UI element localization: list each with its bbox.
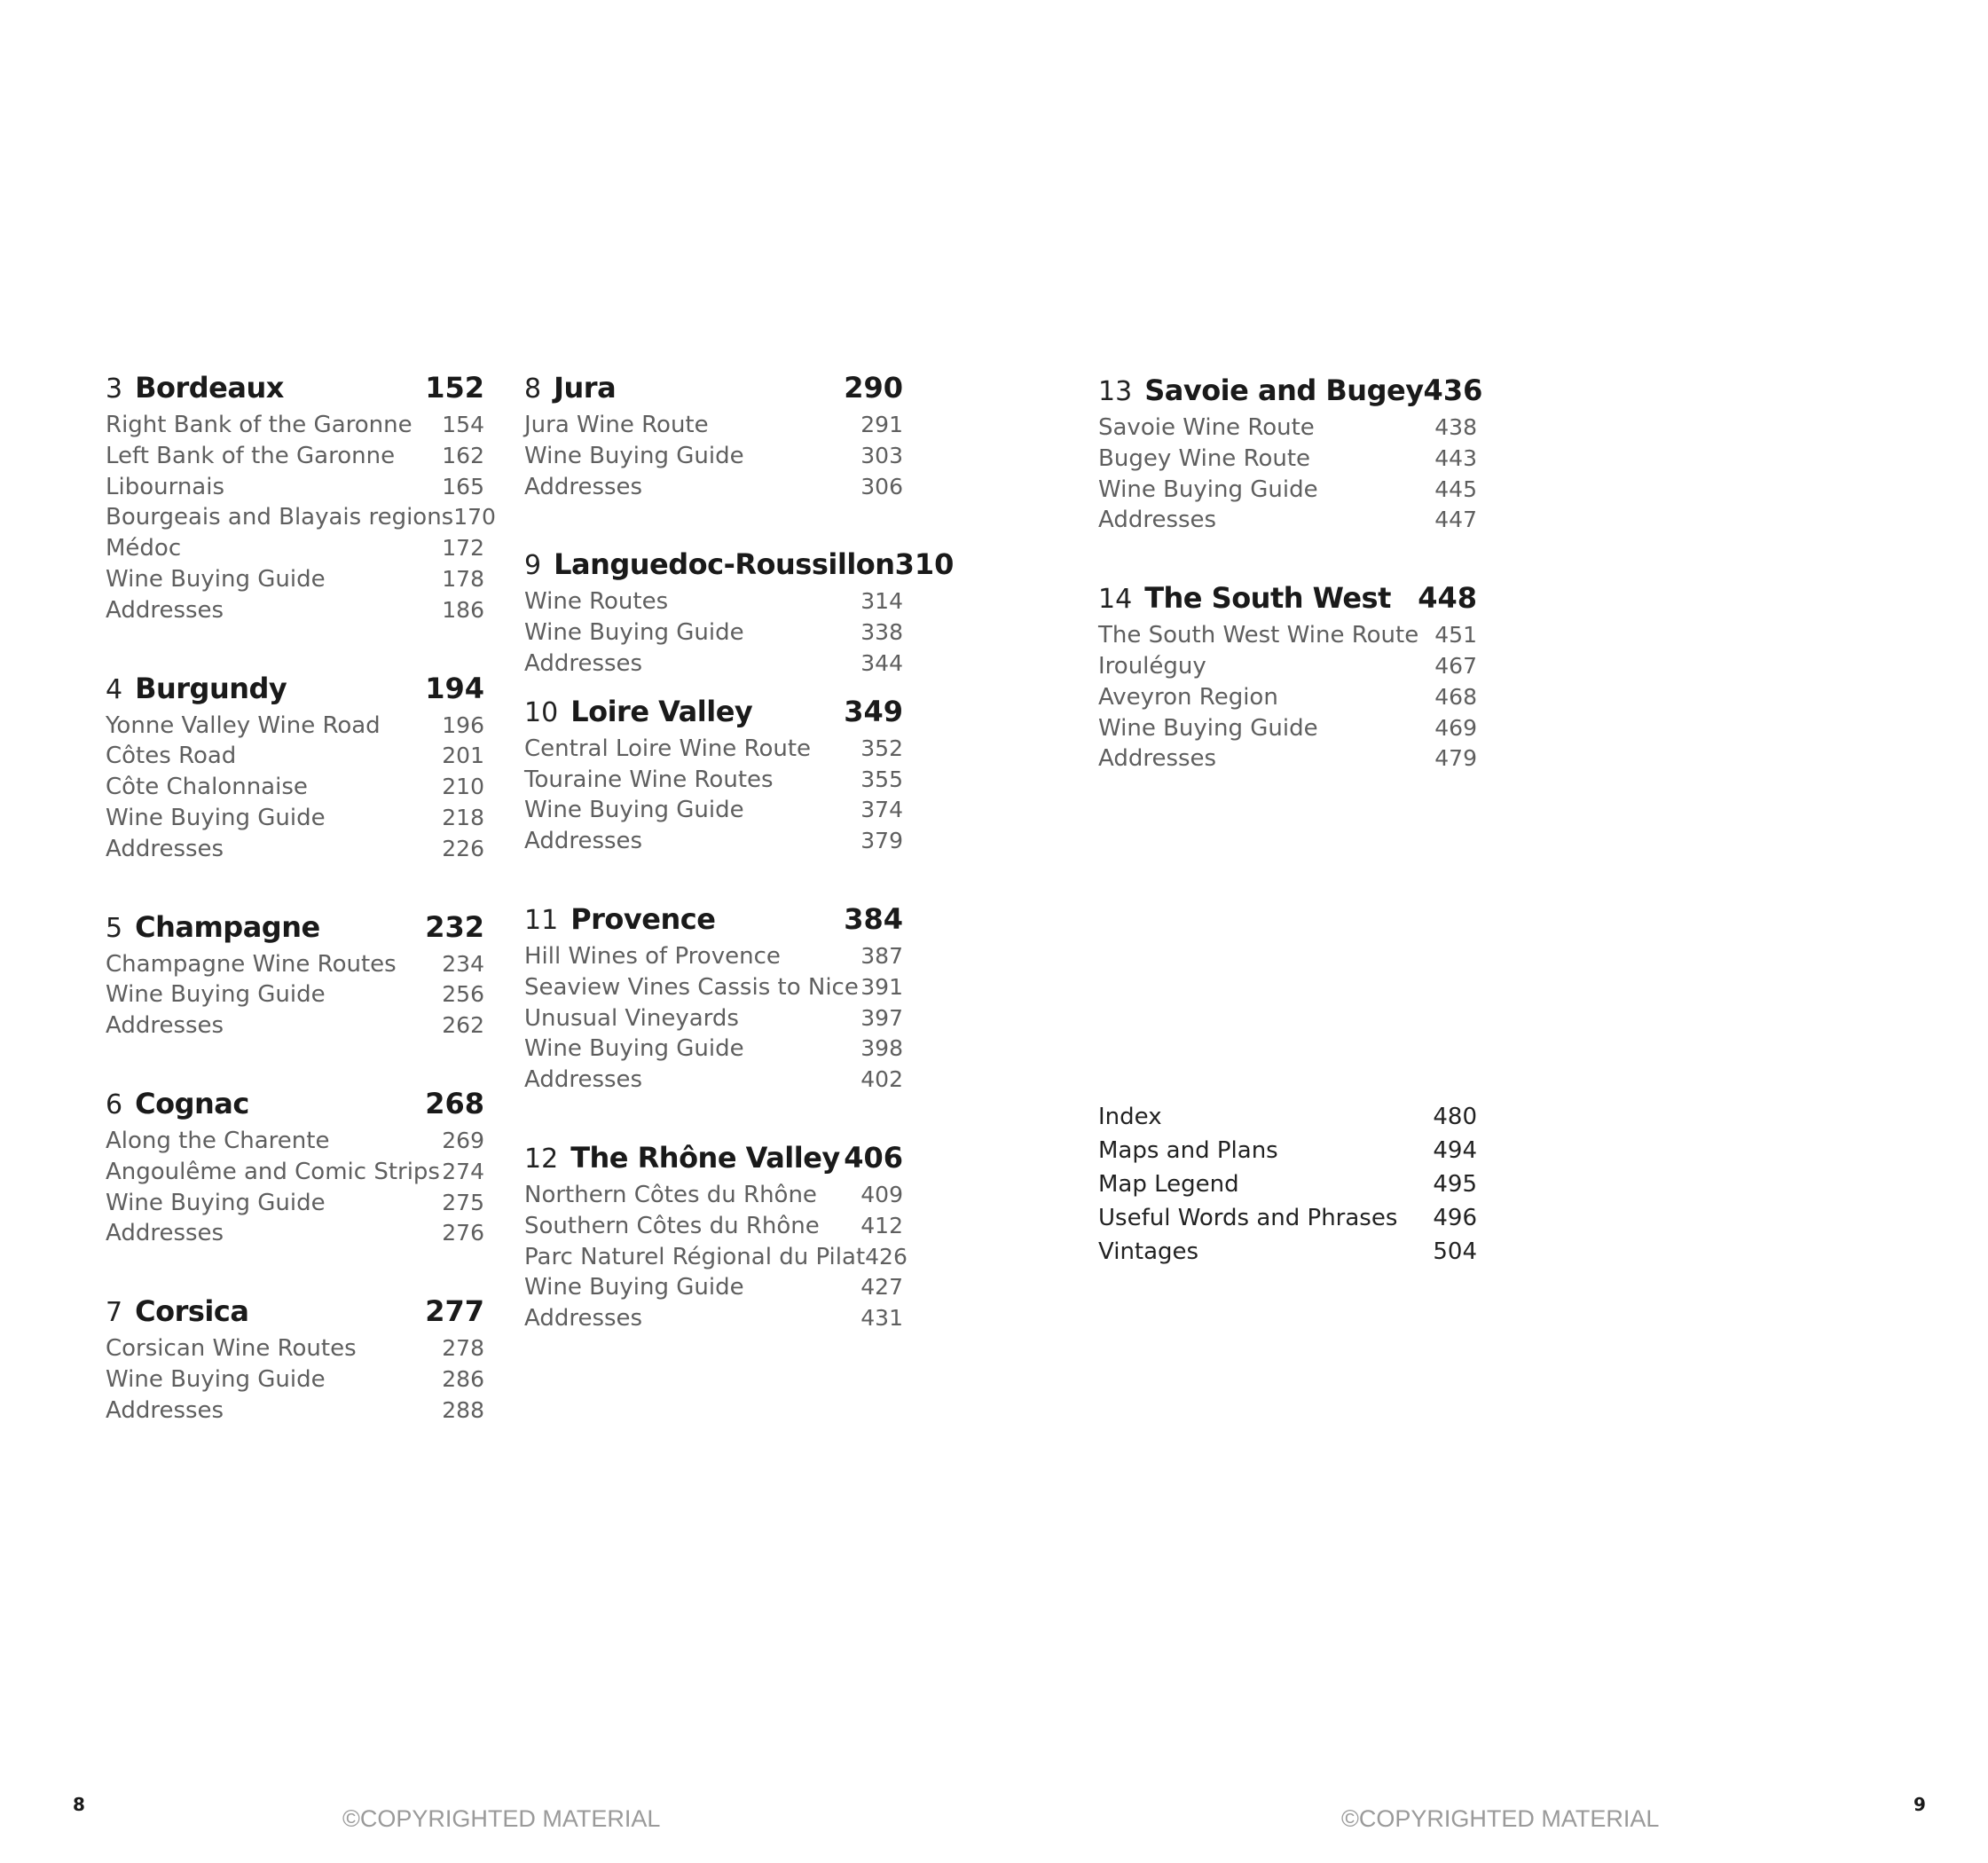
- toc-entry[interactable]: [106, 472, 484, 503]
- entry-page: 234: [442, 950, 484, 977]
- entry-label: Addresses: [106, 1220, 224, 1247]
- entry-page: 186: [442, 596, 484, 623]
- toc-entry[interactable]: [1098, 444, 1477, 475]
- entry-label: Maps and Plans: [1098, 1137, 1278, 1164]
- entry-label: Wine Buying Guide: [524, 1035, 744, 1063]
- toc-entry[interactable]: [106, 1333, 484, 1364]
- chapter-block: [524, 1136, 908, 1334]
- entry-page: 170: [453, 504, 496, 531]
- chapter-spacer: [524, 680, 903, 689]
- chapter-title: Cognac: [135, 1086, 249, 1120]
- entry-page: 226: [442, 835, 484, 861]
- chapter-number: 11: [524, 904, 559, 936]
- chapter-block: [524, 366, 903, 502]
- chapter-heading[interactable]: [524, 366, 903, 410]
- entry-page: 314: [860, 588, 903, 615]
- entry-page: 495: [1433, 1171, 1477, 1198]
- chapter-number: 5: [106, 912, 123, 944]
- entry-label: Aveyron Region: [1098, 683, 1278, 711]
- entry-page: 288: [442, 1396, 484, 1423]
- entry-label: Vintages: [1098, 1238, 1199, 1265]
- chapter-spacer: [1098, 536, 1477, 576]
- entry-label: Left Bank of the Garonne: [106, 442, 396, 469]
- chapter-heading[interactable]: [106, 1289, 484, 1333]
- toc-column-3: [1098, 368, 1483, 774]
- chapter-spacer: [524, 857, 903, 897]
- entry-page: 426: [865, 1243, 908, 1270]
- back-matter-item[interactable]: [1098, 1100, 1477, 1134]
- chapter-block: [524, 542, 955, 679]
- chapter-heading[interactable]: [106, 666, 484, 711]
- entry-page: 496: [1433, 1205, 1477, 1231]
- entry-label: Useful Words and Phrases: [1098, 1205, 1398, 1231]
- page-number-left: 8: [73, 1794, 85, 1815]
- entry-page: 494: [1433, 1137, 1477, 1164]
- entry-label: Savoie Wine Route: [1098, 414, 1315, 441]
- toc-entry[interactable]: [1098, 475, 1477, 506]
- entry-page: 278: [442, 1335, 484, 1362]
- entry-label: Côtes Road: [106, 743, 237, 770]
- entry-label: Addresses: [524, 473, 643, 500]
- entry-page: 427: [860, 1274, 903, 1301]
- entry-page: 374: [860, 797, 903, 823]
- entry-label: Addresses: [106, 1012, 224, 1040]
- entry-label: Addresses: [1098, 507, 1217, 534]
- chapter-block: [106, 905, 484, 1042]
- entry-page: 469: [1434, 714, 1477, 741]
- entry-label: The South West Wine Route: [1098, 622, 1419, 649]
- entry-label: Jura Wine Route: [524, 412, 709, 438]
- entry-page: 467: [1434, 652, 1477, 679]
- back-matter-item[interactable]: [1098, 1235, 1477, 1269]
- entry-page: 303: [860, 442, 903, 468]
- entry-page: 438: [1434, 414, 1477, 440]
- entry-page: 480: [1433, 1104, 1477, 1130]
- toc-entry[interactable]: [106, 949, 484, 980]
- chapter-page: 310: [894, 547, 955, 582]
- entry-page: 274: [442, 1158, 484, 1184]
- entry-page: 338: [860, 619, 903, 646]
- entry-page: 468: [1434, 683, 1477, 710]
- entry-label: Wine Buying Guide: [1098, 714, 1318, 742]
- chapter-spacer: [106, 626, 484, 666]
- toc-entry[interactable]: [1098, 651, 1477, 682]
- entry-page: 165: [442, 473, 484, 499]
- toc-entry[interactable]: [106, 834, 484, 865]
- chapter-page: 406: [844, 1140, 903, 1175]
- chapter-number: 9: [524, 550, 542, 582]
- entry-label: Angoulême and Comic Strips: [106, 1158, 440, 1185]
- chapter-title: Jura: [554, 371, 617, 405]
- entry-label: Addresses: [106, 1396, 224, 1424]
- toc-entry[interactable]: [106, 441, 484, 472]
- chapter-heading[interactable]: [524, 1136, 903, 1180]
- chapter-title: Savoie and Bugey: [1144, 373, 1424, 407]
- chapter-heading[interactable]: [106, 366, 484, 410]
- entry-label: Wine Buying Guide: [106, 1365, 326, 1393]
- entry-label: Parc Naturel Régional du Pilat: [524, 1243, 866, 1270]
- entry-label: Northern Côtes du Rhône: [524, 1181, 817, 1208]
- toc-entry[interactable]: [106, 564, 484, 595]
- entry-label: Along the Charente: [106, 1127, 330, 1154]
- chapter-page: 232: [425, 909, 484, 944]
- toc-entry[interactable]: [106, 741, 484, 772]
- chapter-block: [106, 1081, 484, 1249]
- chapter-page: 152: [425, 371, 484, 405]
- copyright-notice-left: ©COPYRIGHTED MATERIAL: [342, 1805, 661, 1832]
- entry-label: Index: [1098, 1104, 1162, 1130]
- entry-page: 256: [442, 981, 484, 1008]
- entry-page: 269: [442, 1127, 484, 1153]
- entry-page: 201: [442, 743, 484, 769]
- chapter-title: Corsica: [135, 1294, 249, 1329]
- toc-entry[interactable]: [1098, 743, 1477, 774]
- chapter-title: Provence: [570, 901, 716, 936]
- entry-page: 397: [860, 1004, 903, 1031]
- entry-page: 445: [1434, 476, 1477, 502]
- chapter-number: 4: [106, 673, 123, 705]
- toc-entry[interactable]: [524, 617, 903, 649]
- chapter-heading[interactable]: [1098, 576, 1477, 620]
- entry-label: Champagne Wine Routes: [106, 950, 397, 978]
- chapter-number: 8: [524, 373, 542, 405]
- entry-label: Médoc: [106, 535, 182, 562]
- chapter-spacer: [106, 1042, 484, 1081]
- entry-page: 262: [442, 1012, 484, 1039]
- chapter-title: Burgundy: [135, 671, 287, 705]
- chapter-block: [106, 366, 496, 626]
- toc-entry[interactable]: [106, 1126, 484, 1157]
- entry-label: Wine Buying Guide: [524, 797, 744, 824]
- back-matter-item[interactable]: [1098, 1167, 1477, 1201]
- chapter-page: 349: [844, 694, 903, 728]
- entry-page: 431: [860, 1305, 903, 1332]
- entry-label: Wine Buying Guide: [524, 1274, 744, 1301]
- entry-label: Southern Côtes du Rhône: [524, 1212, 820, 1239]
- toc-entry[interactable]: [106, 711, 484, 742]
- toc-entry[interactable]: [1098, 620, 1477, 651]
- toc-entry[interactable]: [524, 649, 903, 680]
- toc-entry[interactable]: [106, 1010, 484, 1042]
- entry-label: Addresses: [524, 649, 643, 677]
- chapter-number: 3: [106, 373, 123, 405]
- toc-entry[interactable]: [106, 410, 484, 441]
- toc-entry[interactable]: [106, 1157, 484, 1188]
- entry-label: Map Legend: [1098, 1171, 1239, 1198]
- entry-page: 196: [442, 711, 484, 738]
- toc-entry[interactable]: [524, 472, 903, 503]
- toc-entry[interactable]: [524, 941, 903, 972]
- back-matter-item[interactable]: [1098, 1134, 1477, 1167]
- toc-entry[interactable]: [524, 1242, 908, 1273]
- entry-label: Wine Buying Guide: [524, 619, 744, 647]
- chapter-page: 384: [844, 901, 903, 936]
- chapter-spacer: [106, 865, 484, 905]
- toc-entry[interactable]: [524, 734, 903, 765]
- chapter-title: Loire Valley: [570, 694, 753, 728]
- entry-page: 443: [1434, 444, 1477, 471]
- toc-entry[interactable]: [106, 1395, 484, 1427]
- entry-page: 172: [442, 535, 484, 562]
- entry-label: Addresses: [1098, 745, 1217, 773]
- entry-label: Addresses: [524, 1305, 643, 1332]
- toc-entry[interactable]: [106, 1188, 484, 1219]
- toc-entry[interactable]: [106, 1364, 484, 1395]
- chapter-heading[interactable]: [1098, 368, 1483, 413]
- toc-entry[interactable]: [524, 795, 903, 826]
- toc-entry[interactable]: [524, 1303, 903, 1334]
- toc-entry[interactable]: [106, 772, 484, 803]
- toc-entry[interactable]: [106, 502, 496, 533]
- entry-label: Wine Buying Guide: [106, 1189, 326, 1216]
- toc-entry[interactable]: [1098, 505, 1477, 536]
- entry-label: Touraine Wine Routes: [524, 766, 774, 793]
- chapter-page: 277: [425, 1294, 484, 1329]
- chapter-number: 13: [1098, 376, 1133, 407]
- entry-label: Addresses: [524, 1066, 643, 1094]
- entry-page: 344: [860, 649, 903, 676]
- entry-page: 398: [860, 1035, 903, 1062]
- entry-label: Yonne Valley Wine Road: [106, 711, 381, 739]
- entry-label: Bourgeais and Blayais regions: [106, 504, 454, 531]
- entry-page: 504: [1433, 1238, 1477, 1265]
- toc-column-2: [524, 366, 955, 1334]
- chapter-number: 7: [106, 1297, 123, 1329]
- chapter-title: The South West: [1144, 581, 1391, 616]
- entry-label: Wine Buying Guide: [106, 981, 326, 1009]
- chapter-heading[interactable]: [524, 542, 955, 586]
- page-number-right: 9: [1913, 1794, 1926, 1815]
- entry-label: Addresses: [106, 835, 224, 862]
- entry-label: Addresses: [524, 828, 643, 855]
- entry-label: Unusual Vineyards: [524, 1004, 739, 1032]
- entry-page: 479: [1434, 745, 1477, 772]
- chapter-heading[interactable]: [524, 689, 903, 734]
- toc-entry[interactable]: [524, 972, 903, 1003]
- entry-label: Right Bank of the Garonne: [106, 412, 413, 438]
- chapter-heading[interactable]: [106, 1081, 484, 1126]
- entry-label: Bugey Wine Route: [1098, 444, 1311, 472]
- chapter-number: 10: [524, 696, 559, 728]
- entry-page: 409: [860, 1181, 903, 1207]
- toc-entry[interactable]: [524, 410, 903, 441]
- toc-entry[interactable]: [106, 979, 484, 1010]
- entry-label: Libournais: [106, 473, 225, 500]
- chapter-title: Languedoc-Roussillon: [554, 547, 895, 582]
- entry-label: Seaview Vines Cassis to Nice: [524, 973, 859, 1001]
- entry-page: 447: [1434, 507, 1477, 533]
- entry-label: Addresses: [106, 596, 224, 624]
- entry-page: 162: [442, 442, 484, 468]
- entry-page: 412: [860, 1212, 903, 1238]
- toc-entry[interactable]: [524, 1034, 903, 1065]
- toc-entry[interactable]: [524, 1211, 903, 1242]
- chapter-page: 268: [425, 1086, 484, 1120]
- chapter-heading[interactable]: [524, 897, 903, 941]
- chapter-page: 436: [1423, 373, 1483, 407]
- toc-entry[interactable]: [524, 441, 903, 472]
- entry-page: 154: [442, 412, 484, 437]
- toc-entry[interactable]: [524, 826, 903, 857]
- chapter-number: 6: [106, 1089, 123, 1120]
- entry-page: 218: [442, 804, 484, 830]
- chapter-block: [106, 666, 484, 865]
- chapter-heading[interactable]: [106, 905, 484, 949]
- entry-page: 286: [442, 1365, 484, 1392]
- toc-entry[interactable]: [106, 595, 484, 626]
- chapter-block: [524, 897, 903, 1096]
- toc-entry[interactable]: [524, 1065, 903, 1096]
- chapter-title: The Rhône Valley: [570, 1140, 840, 1175]
- toc-entry[interactable]: [1098, 713, 1477, 744]
- chapter-spacer: [524, 502, 903, 542]
- entry-page: 451: [1434, 622, 1477, 649]
- entry-label: Central Loire Wine Route: [524, 735, 812, 762]
- back-matter-list: [1098, 1100, 1477, 1269]
- entry-label: Hill Wines of Provence: [524, 942, 781, 970]
- entry-page: 276: [442, 1220, 484, 1246]
- toc-entry[interactable]: [524, 1272, 903, 1303]
- chapter-number: 14: [1098, 584, 1133, 616]
- back-matter-item[interactable]: [1098, 1201, 1477, 1235]
- toc-entry[interactable]: [524, 765, 903, 796]
- entry-label: Corsican Wine Routes: [106, 1335, 357, 1363]
- chapter-page: 194: [425, 671, 484, 705]
- toc-entry[interactable]: [524, 1003, 903, 1034]
- entry-page: 210: [442, 774, 484, 800]
- entry-label: Wine Buying Guide: [106, 804, 326, 831]
- chapter-page: 290: [844, 371, 903, 405]
- chapter-block: [106, 1289, 484, 1426]
- entry-page: 306: [860, 473, 903, 499]
- entry-page: 402: [860, 1066, 903, 1093]
- chapter-block: [1098, 368, 1483, 536]
- chapter-title: Champagne: [135, 909, 320, 944]
- entry-label: Wine Buying Guide: [106, 565, 326, 593]
- entry-label: Wine Buying Guide: [524, 442, 744, 469]
- toc-column-1: [106, 366, 496, 1427]
- chapter-title: Bordeaux: [135, 371, 284, 405]
- chapter-block: [524, 689, 903, 857]
- toc-entry[interactable]: [524, 1180, 903, 1211]
- entry-label: Wine Routes: [524, 588, 669, 616]
- toc-entry[interactable]: [106, 533, 484, 564]
- toc-entry[interactable]: [106, 803, 484, 834]
- entry-label: Irouléguy: [1098, 652, 1206, 680]
- entry-page: 178: [442, 565, 484, 592]
- entry-page: 391: [860, 973, 903, 1000]
- copyright-notice-right: ©COPYRIGHTED MATERIAL: [1341, 1805, 1660, 1832]
- chapter-page: 448: [1418, 581, 1477, 616]
- entry-page: 387: [860, 942, 903, 969]
- chapter-block: [1098, 576, 1477, 774]
- entry-page: 352: [860, 735, 903, 761]
- chapter-number: 12: [524, 1143, 559, 1175]
- entry-page: 291: [860, 412, 903, 437]
- chapter-spacer: [524, 1096, 903, 1136]
- entry-page: 275: [442, 1189, 484, 1215]
- entry-page: 379: [860, 828, 903, 854]
- entry-label: Wine Buying Guide: [1098, 476, 1318, 503]
- chapter-spacer: [106, 1249, 484, 1289]
- toc-entry[interactable]: [1098, 682, 1477, 713]
- toc-entry[interactable]: [106, 1218, 484, 1249]
- entry-page: 355: [860, 766, 903, 792]
- entry-label: Côte Chalonnaise: [106, 774, 308, 801]
